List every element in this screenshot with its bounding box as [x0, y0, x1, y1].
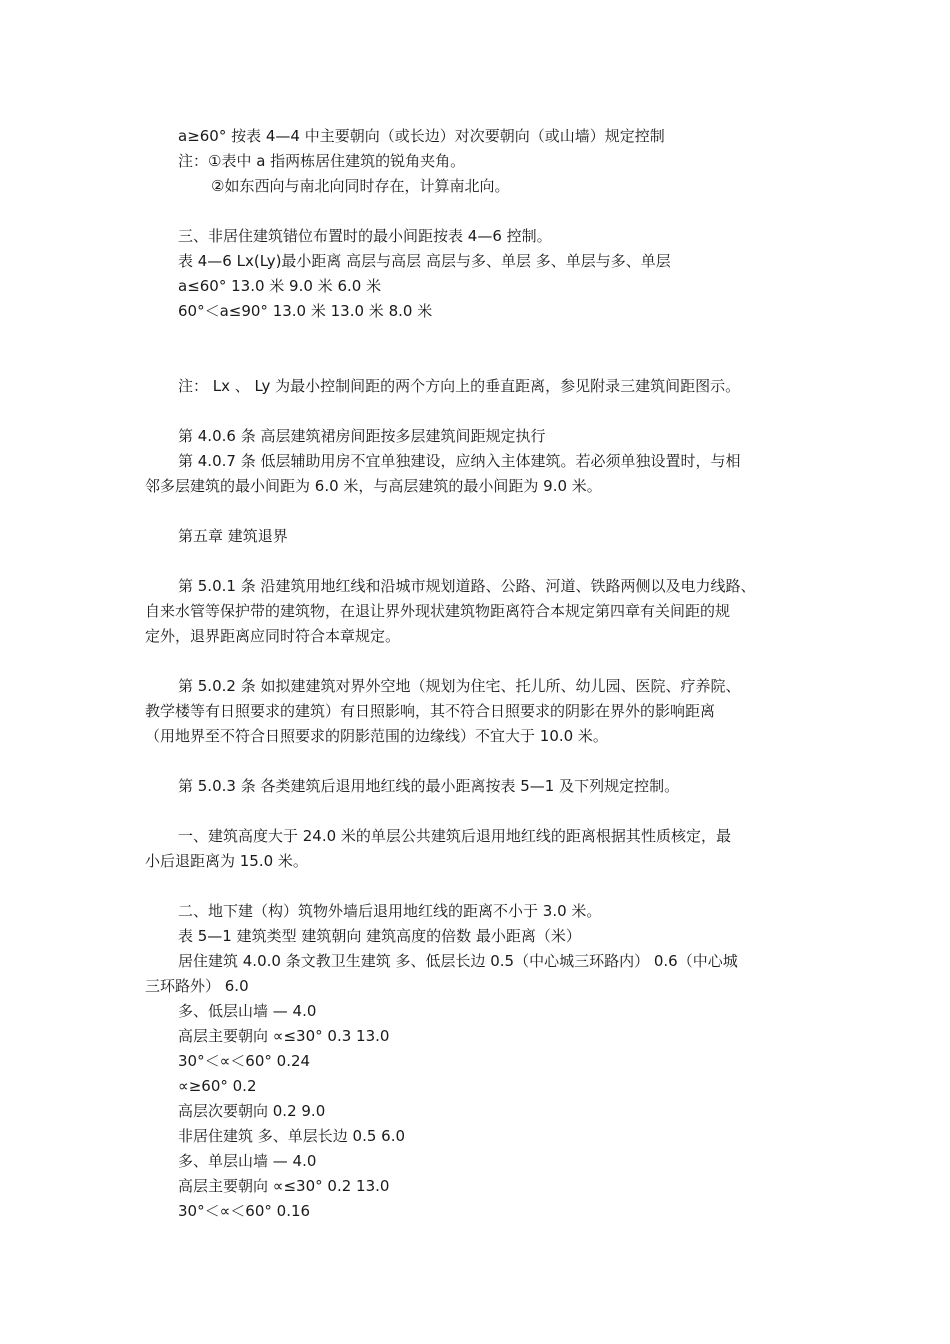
text-line: 第 5.0.2 条 如拟建建筑对界外空地（规划为住宅、托儿所、幼儿园、医院、疗养院、	[178, 677, 741, 695]
text-line: 60°＜a≤90° 13.0 米 13.0 米 8.0 米	[178, 302, 433, 320]
table-row: ∝≥60° 0.2	[178, 1077, 257, 1095]
note-line: 注： Lx 、 Ly 为最小控制间距的两个方向上的垂直距离，参见附录三建筑间距图示。	[178, 377, 741, 395]
table-row: 多、低层山墙 — 4.0	[178, 1002, 317, 1020]
text-line: 邻多层建筑的最小间距为 6.0 米，与高层建筑的最小间距为 9.0 米。	[145, 477, 602, 495]
table-row: 高层次要朝向 0.2 9.0	[178, 1102, 326, 1120]
text-line: 教学楼等有日照要求的建筑）有日照影响，其不符合日照要求的阴影在界外的影响距离	[145, 702, 716, 720]
text-line: 一、建筑高度大于 24.0 米的单层公共建筑后退用地红线的距离根据其性质核定，最	[178, 827, 731, 845]
chapter-heading: 第五章 建筑退界	[178, 527, 288, 545]
text-line: 第 5.0.3 条 各类建筑后退用地红线的最小距离按表 5—1 及下列规定控制。	[178, 777, 680, 795]
text-line: 三、非居住建筑错位布置时的最小间距按表 4—6 控制。	[178, 227, 552, 245]
table-row: 高层主要朝向 ∝≤30° 0.3 13.0	[178, 1027, 390, 1045]
table-row: 居住建筑 4.0.0 条文教卫生建筑 多、低层长边 0.5（中心城三环路内） 0.6（中心城	[178, 952, 738, 970]
text-line: ②如东西向与南北向同时存在，计算南北向。	[211, 177, 510, 195]
table-row: 三环路外） 6.0	[145, 977, 249, 995]
table-row: 多、单层山墙 — 4.0	[178, 1152, 317, 1170]
text-line: （用地界至不符合日照要求的阴影范围的边缘线）不宜大于 10.0 米。	[145, 727, 608, 745]
table-row: 30°＜∝＜60° 0.24	[178, 1052, 311, 1070]
text-line: 定外，退界距离应同时符合本章规定。	[145, 627, 401, 645]
text-line: 第 4.0.7 条 低层辅助用房不宜单独建设，应纳入主体建筑。若必须单独设置时，与相	[178, 452, 741, 470]
text-line: a≤60° 13.0 米 9.0 米 6.0 米	[178, 277, 382, 295]
table-row: 高层主要朝向 ∝≤30° 0.2 13.0	[178, 1177, 390, 1195]
text-line: 第 4.0.6 条 高层建筑裙房间距按多层建筑间距规定执行	[178, 427, 546, 445]
table-row: 30°＜∝＜60° 0.16	[178, 1202, 311, 1220]
text-line: 小后退距离为 15.0 米。	[145, 852, 308, 870]
table-caption: 表 5—1 建筑类型 建筑朝向 建筑高度的倍数 最小距离（米）	[178, 927, 581, 945]
text-line: 第 5.0.1 条 沿建筑用地红线和沿城市规划道路、公路、河道、铁路两侧以及电力线路、	[178, 577, 756, 595]
text-line: 表 4—6 Lx(Ly)最小距离 高层与高层 高层与多、单层 多、单层与多、单层	[178, 252, 671, 270]
text-line: 二、地下建（构）筑物外墙后退用地红线的距离不小于 3.0 米。	[178, 902, 602, 920]
text-line: 自来水管等保护带的建筑物，在退让界外现状建筑物距离符合本规定第四章有关间距的规	[145, 602, 731, 620]
text-line: 注：①表中 a 指两栋居住建筑的锐角夹角。	[178, 152, 466, 170]
text-line: a≥60° 按表 4—4 中主要朝向（或长边）对次要朝向（或山墙）规定控制	[178, 127, 665, 145]
table-row: 非居住建筑 多、单层长边 0.5 6.0	[178, 1127, 406, 1145]
